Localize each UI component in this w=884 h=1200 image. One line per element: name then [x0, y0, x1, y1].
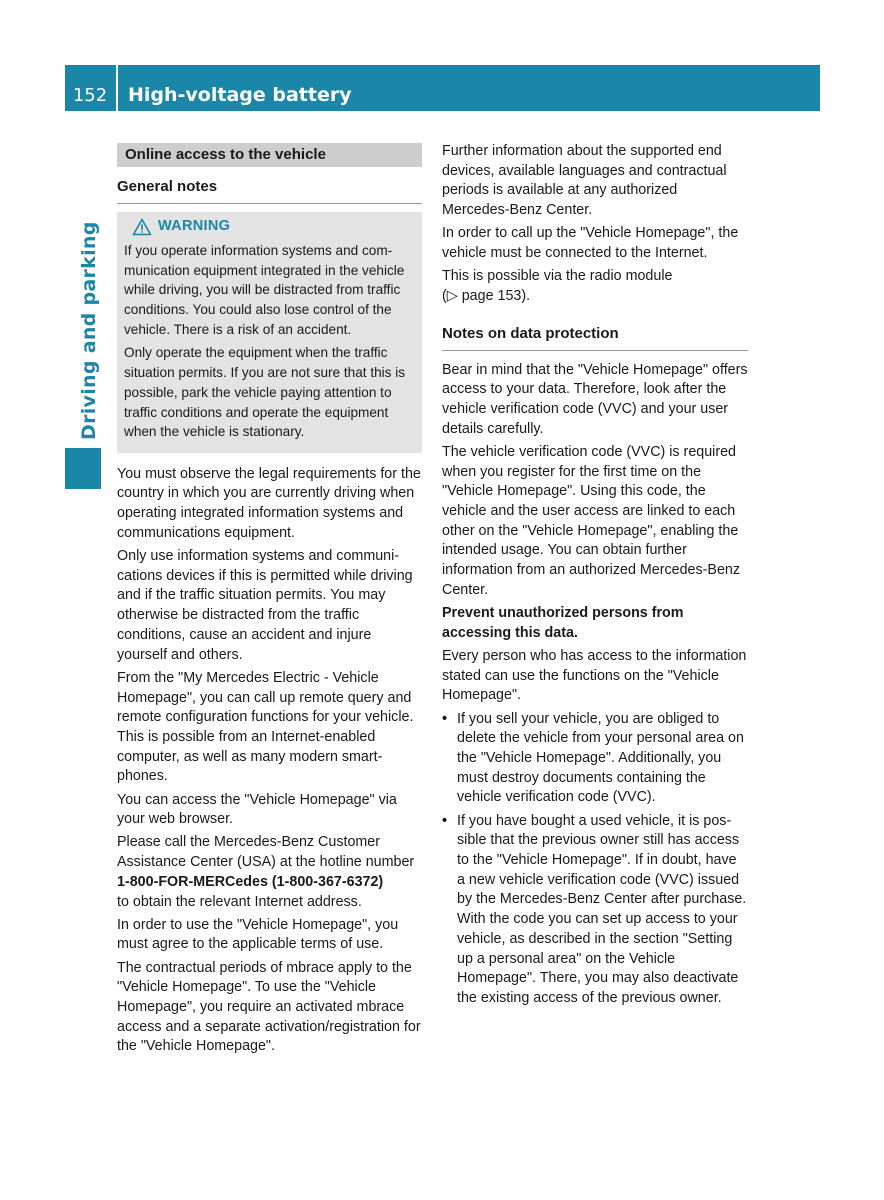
page-number: 152 [72, 85, 108, 106]
right-column [442, 142, 748, 1012]
hotline-intro: Please call the Mercedes-Benz Customer Assistance Center (USA) at the hotline number [117, 834, 415, 871]
body-paragraph: Only use information systems and communications devices if this is permitted while driving and if the traffic situation permits. You may otherwise be distracted from the traffic conditions, cause an accident and injure yourself and others. [117, 548, 413, 663]
list-item-text: If you sell your vehicle, you are obliged to delete the vehicle from your personal area on the "Vehicle Homepage". Additionally, you must destroy documents containing the vehicle verification code (VVC). [457, 710, 744, 806]
warning-label: WARNING [158, 218, 231, 234]
radio-paragraph [442, 267, 748, 306]
warning-box [117, 212, 422, 453]
warning-triangle-icon [132, 218, 152, 236]
list-item [442, 812, 748, 1009]
warning-text: Only operate the equipment when the traffic situation permits. If you are not sure that this is possible, park the vehicle paying attention to traffic conditions and operate the equipment when the vehicle is stationary. [124, 345, 406, 440]
side-tab-marker [65, 448, 101, 489]
warning-header [124, 217, 415, 237]
hotline-number: 1-800-FOR-MERCedes (1-800-367-6372) [117, 873, 384, 890]
left-column [117, 143, 422, 1061]
radio-text: This is possible via the radio module [442, 268, 673, 285]
hotline-outro: to obtain the relevant Internet address. [117, 893, 362, 910]
body-paragraph: Further information about the supported end devices, available languages and contractual periods is available at any authorized Mercedes-Benz Center. [442, 143, 727, 219]
header-divider [116, 65, 118, 111]
side-tab-label: Driving and parking [78, 221, 100, 440]
body-paragraph: You can access the "Vehicle Homepage" via your web browser. [117, 791, 397, 828]
bold-heading: Prevent unauthorized persons from accessing this data. [442, 605, 684, 641]
body-paragraph: The contractual periods of mbrace apply to the "Vehicle Homepage". To use the "Vehicle Homepage", you require an activated mbrace access and a separate activation/registration for the "Vehicle Homepage". [117, 959, 421, 1055]
list-item [442, 710, 748, 809]
list-item-text: If you have bought a used vehicle, it is possible that the previous owner still has access to the "Vehicle Homepage". If in doubt, have a new vehicle verification code (VVC) issued by the Mercedes-Benz Center after purchase. With the code you can set up access to your vehicle, as described in the section "Setting up a personal area" on the Vehicle Homepage". There, you may also deactivate the existing access of the previous owner. [457, 812, 747, 1006]
body-paragraph: Every person who has access to the information stated can use the functions on the "Vehicle Homepage". [442, 647, 747, 704]
body-paragraph: The vehicle verification code (VVC) is required when you register for the first time on the "Vehicle Homepage". Using this code, the vehicle and the user access are linked to each other on the "Vehicle Homepage", enabling the intended usage. You can obtain further information from an authorized Mercedes-Benz Center. [442, 443, 740, 598]
body-paragraph: You must observe the legal requirements for the country in which you are currently driving when operating integrated information systems and communications equipment. [117, 465, 421, 541]
body-paragraph: In order to call up the "Vehicle Homepage", the vehicle must be connected to the Internet. [442, 225, 739, 262]
body-paragraph: In order to use the "Vehicle Homepage", you must agree to the applicable terms of use. [117, 916, 399, 953]
body-paragraph: Bear in mind that the "Vehicle Homepage" offers access to your data. Therefore, look after the vehicle verification code (VVC) and your user details carefully. [442, 361, 748, 437]
hotline-paragraph [117, 833, 422, 912]
page-reference-link[interactable]: (▷ page 153). [442, 287, 531, 304]
data-protection-heading: Notes on data protection [442, 323, 748, 351]
section-title: Online access to the vehicle [117, 143, 422, 167]
general-notes-heading: General notes [117, 176, 422, 204]
bullet-icon: • [442, 710, 448, 727]
page-title: High-voltage battery [128, 84, 352, 106]
warning-text: If you operate information systems and communication equipment integrated in the vehicle while driving, you will be distracted from traffic conditions. You could also lose control of the vehicle. There is a risk of an accident. [124, 242, 405, 337]
body-paragraph: From the "My Mercedes Electric - Vehicle Homepage", you can call up remote query and remote configuration functions for your vehicle. This is possible from an Internet-enabled computer, as well as many modern smartphones. [117, 669, 414, 785]
bullet-icon: • [442, 812, 448, 829]
